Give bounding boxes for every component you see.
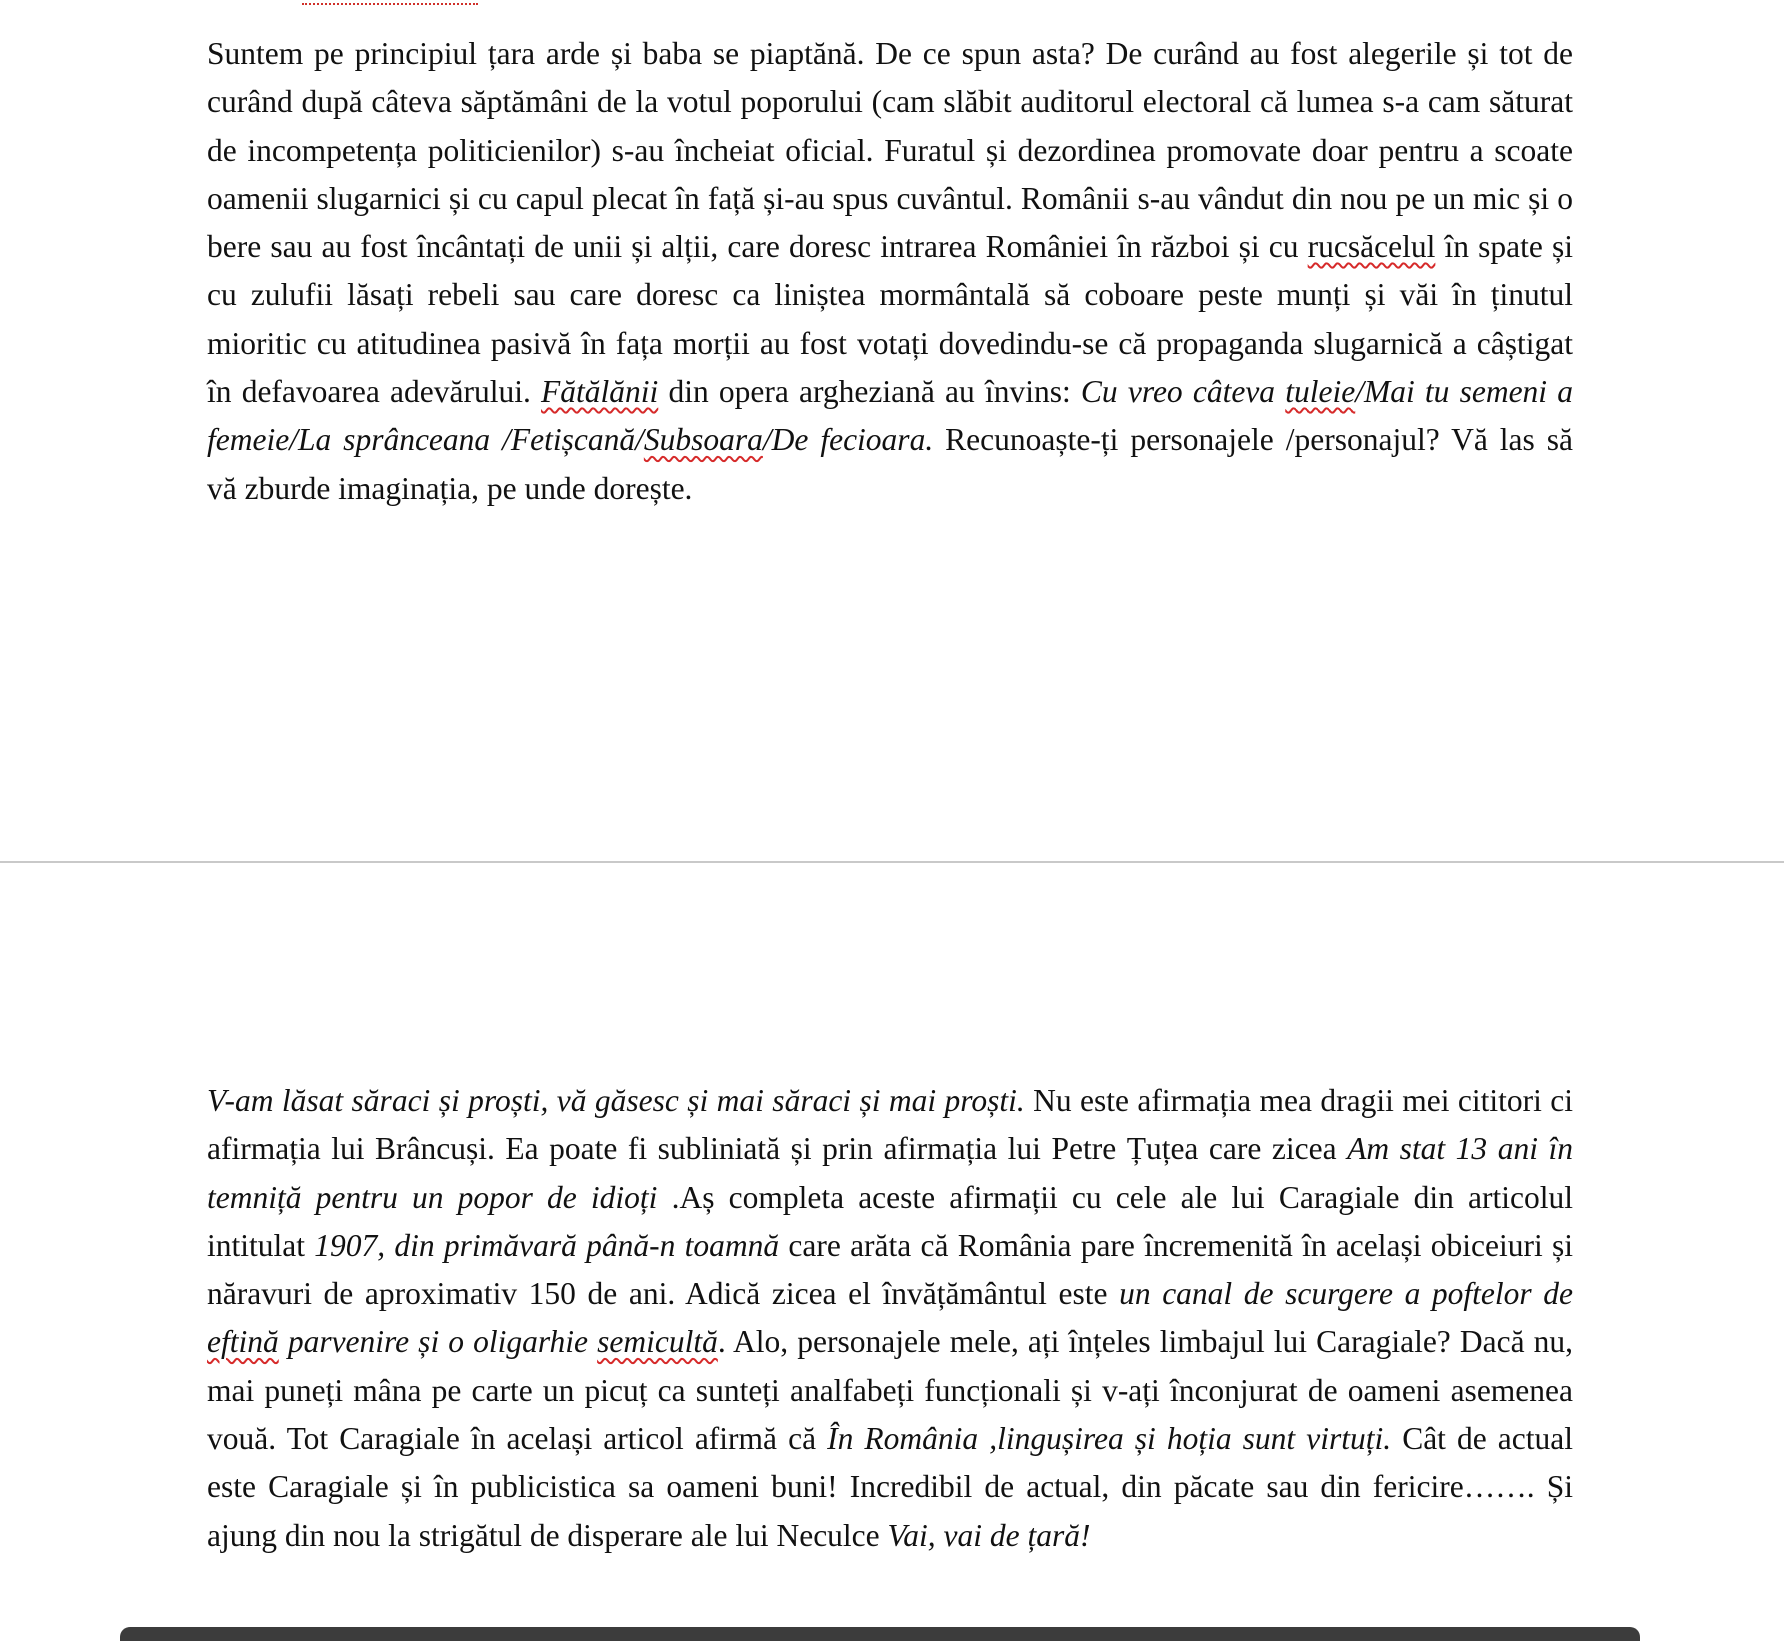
misspelled-word: Fătălănii: [541, 374, 659, 410]
italic-quote: un canal de scurgere a poftelor de: [1119, 1276, 1573, 1312]
text-run: Suntem pe principiul țara arde și baba se piaptănă. De ce spun asta? De curând au fost alegerile și tot de curând după câteva săptămâni de la votul poporului (cam slăbit auditorul electoral că lumea s-a cam săturat de incompetența politicienilor) s-au încheiat oficial. Furatul și dezordinea promovate doar pentru a scoate oamenii slugarnici și cu capul plecat în față și-au spus cuvântul. Românii s-au vândut din nou pe un mic și o bere sau au fost încântați de unii și alții, care doresc intrarea României în război și cu: [207, 36, 1573, 265]
page-1-paragraph[interactable]: [207, 30, 1573, 513]
italic-quote: /Mai tu semeni a femeie/La sprânceana /Fetișcană/: [207, 374, 1573, 458]
misspelled-word: semicultă: [597, 1324, 718, 1360]
italic-quote: Am stat 13 ani în temniță pentru un popor de idioți: [207, 1131, 1573, 1215]
misspelled-word: tuleie: [1285, 374, 1356, 410]
text-run: .Aș completa aceste afirmații cu cele ale lui Caragiale din articolul intitulat: [207, 1179, 1573, 1263]
italic-quote: V-am lăsat săraci și proști, vă găsesc și mai săraci și mai proști.: [207, 1083, 1025, 1118]
text-run: în spate și cu zulufii lăsați rebeli sau care doresc ca liniștea mormântală să coboare peste munți și văi în ținutul mioritic cu atitudinea pasivă în fața morții au fost votați dovedindu-se că propaganda slugarnică a câștigat în defavoarea adevărului.: [207, 229, 1573, 410]
text-run: Nu este afirmația mea dragii mei cititori ci afirmația lui Brâncuși. Ea poate fi subliniată și prin afirmația lui Petre Țuțea care zicea: [207, 1083, 1573, 1167]
text-run: care arăta că România pare încremenită în același obiceiuri și năravuri de aproximativ 150 de ani. Adică zicea el învățământul este: [207, 1227, 1573, 1312]
italic-quote: Vai, vai de țară!: [887, 1517, 1091, 1553]
window-bottom-edge: [120, 1627, 1640, 1641]
text-run: din opera argheziană au învins:: [658, 374, 1081, 410]
misspelled-word: rucsăcelul: [1307, 229, 1436, 265]
italic-quote: În România ,lingușirea și hoția sunt virtuți.: [827, 1421, 1392, 1457]
italic-quote: 1907, din primăvară până-n toamnă: [314, 1227, 780, 1263]
text-run: Cât de actual este Caragiale și în publicistica sa oameni buni! Incredibil de actual, din păcate sau din fericire……. Și ajung din nou la strigătul de disperare ale lui Neculce: [207, 1421, 1574, 1553]
spell-check-underline: [302, 0, 478, 5]
page-2-paragraph[interactable]: [207, 1077, 1573, 1560]
misspelled-word: Subsoara: [643, 422, 763, 458]
italic-quote: /De fecioara.: [762, 422, 934, 458]
misspelled-word: eftină: [207, 1324, 279, 1360]
text-run: Recunoaște-ți personajele /personajul? Vă las să vă zburde imaginația, pe unde dorește.: [207, 422, 1573, 506]
text-run: . Alo, personajele mele, ați înțeles limbajul lui Caragiale? Dacă nu, mai puneți mâna pe carte un picuț ca sunteți analfabeți funcționali și v-ați înconjurat de oameni asemenea vouă. Tot Caragiale în același articol afirmă că: [207, 1324, 1573, 1457]
italic-quote: parvenire și o oligarhie: [278, 1324, 598, 1360]
italic-quote: Cu vreo câteva: [1080, 374, 1286, 410]
